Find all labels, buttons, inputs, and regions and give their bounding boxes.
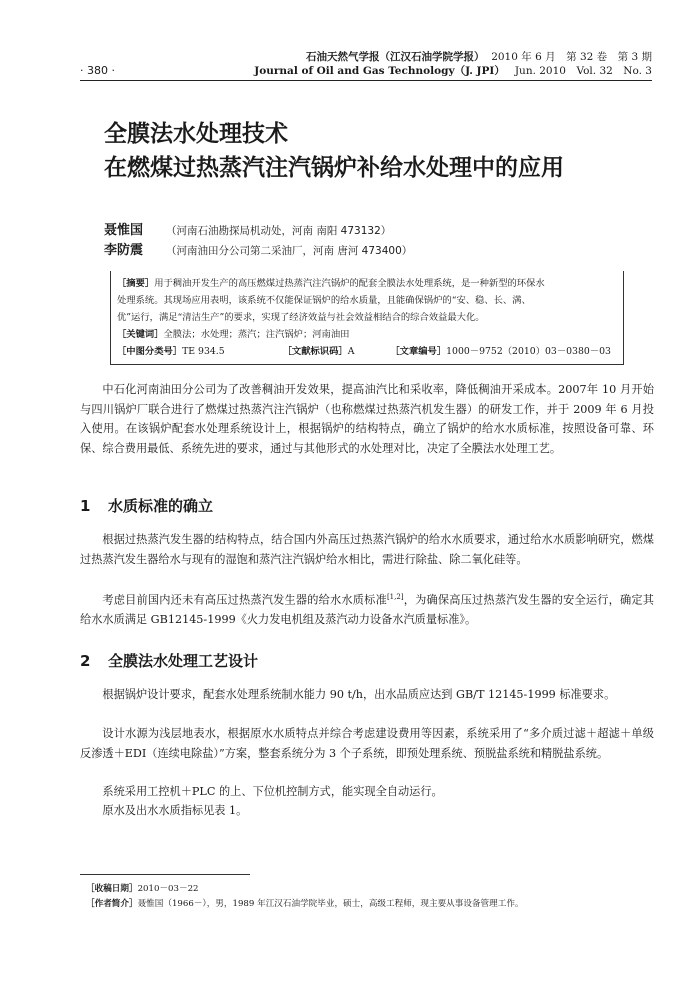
author-name: 聂惟国 (104, 223, 144, 238)
section-2-paragraph-1: 根据锅炉设计要求，配套水处理系统制水能力 90 t/h，出水品质应达到 GB/T 12145-1999 标准要求。 (102, 688, 616, 701)
doc-code-label: ［文献标识码］ (282, 346, 348, 357)
section-1-paragraph-1: 根据过热蒸汽发生器的结构特点，结合国内外高压过热蒸汽锅炉的给水水质要求，通过给水水质影响研究，燃煤过热蒸汽发生器给水与现有的湿饱和蒸汽注汽锅炉给水相比，需进行除盐、除二氧化硅等。 (80, 533, 654, 566)
received-value: 2010－03－22 (137, 884, 199, 894)
journal-header (254, 50, 652, 78)
clc-label: ［中图分类号］ (117, 346, 183, 357)
citation: [1,2] (386, 593, 404, 601)
section-2-heading (80, 650, 258, 671)
text: ，为确保高压过热蒸汽发生器的安全运行，确定其给水水质满足 GB12145-1999《火力发电机组及蒸汽动力设备水汽质量标准》。 (80, 593, 654, 627)
author-1 (104, 219, 391, 238)
journal-name-en: Journal of Oil and Gas Technology（J. JPI） (254, 65, 505, 77)
abstract-box (110, 271, 624, 365)
clc-number: TE 934.5 (182, 346, 225, 357)
title-line-2: 在燃煤过热蒸汽注汽锅炉补给水处理中的应用 (104, 155, 564, 181)
keywords-label: ［关键词］ (117, 329, 164, 340)
abstract-line-2: 处理系统。其现场应用表明，该系统不仅能保证锅炉的给水质量，且能确保锅炉的“安、稳、长、满、 (117, 295, 531, 306)
keywords: 全膜法；水处理；蒸汽；注汽锅炉；河南油田 (163, 329, 350, 340)
page-number: · 380 · (80, 64, 115, 77)
footnote-rule (80, 874, 250, 875)
section-1-heading (80, 495, 213, 516)
section-number: 1 (80, 497, 91, 515)
section-title: 水质标准的确立 (108, 497, 214, 515)
author-affiliation: （河南石油勘探局机动处，河南 南阳 473132） (166, 225, 392, 237)
issue-en: Jun. 2010 Vol. 32 No. 3 (514, 65, 652, 77)
section-title: 全膜法水处理工艺设计 (108, 652, 259, 670)
doc-code: A (347, 346, 355, 357)
title-line-1: 全膜法水处理技术 (104, 121, 288, 147)
abstract-bottom-rule (111, 364, 623, 365)
article-number: 1000－9752（2010）03－0380－03 (446, 346, 611, 357)
abstract-label: ［摘要］ (117, 278, 155, 289)
intro-paragraph: 中石化河南油田分公司为了改善稠油开发效果，提高油汽比和采收率，降低稠油开采成本。2007年 10 月开始与四川锅炉厂联合进行了燃煤过热蒸汽注汽锅炉（也称燃煤过热蒸汽机发生器）的研发工作，并于 2009 年 6 月投入使用。在该锅炉配套水处理系统设计上，根据锅炉的结构特点，确立了锅炉的给水水质标准，按照设备可靠、环保、综合费用最低、系统先进的要求，通过与其他形式的水处理对比，决定了全膜法水处理工艺。 (80, 383, 654, 455)
section-2-paragraph-2: 设计水源为浅层地表水，根据原水水质特点并综合考虑建设费用等因素，系统采用了“多介质过滤＋超滤＋单级反渗透＋EDI（连续电除盐）”方案，整套系统分为 3 个子系统，即预处理系统、预脱盐系统和精脱盐系统。 (80, 727, 654, 760)
section-2-paragraph-3: 系统采用工控机＋PLC 的上、下位机控制方式，能实现全自动运行。 (102, 785, 443, 798)
received-label: ［收稿日期］ (86, 884, 138, 894)
section-number: 2 (80, 652, 91, 670)
issue-cn: 2010 年 6 月 第 32 卷 第 3 期 (491, 51, 652, 63)
text: 考虑目前国内还未有高压过热蒸汽发生器的给水水质标准 (102, 593, 387, 607)
abstract-line-1: 用于稠油开发生产的高压燃煤过热蒸汽注汽锅炉的配套全膜法水处理系统，是一种新型的环保水 (154, 278, 545, 289)
section-1-paragraph-2 (80, 588, 654, 630)
abstract-line-3: 优”运行，满足“清洁生产”的要求，实现了经济效益与社会效益相结合的综合效益最大化。 (117, 312, 485, 323)
section-2-paragraph-4: 原水及出水水质指标见表 1。 (102, 804, 248, 817)
article-number-label: ［文章编号］ (390, 346, 447, 357)
received-date (86, 882, 199, 894)
author-bio-label: ［作者简介］ (86, 899, 138, 909)
author-bio (86, 897, 524, 909)
author-bio-text: 聂惟国（1966－），男，1989 年江汉石油学院毕业，硕士，高级工程师，现主要从事设备管理工作。 (137, 899, 524, 909)
paper-title (104, 117, 664, 185)
header-rule (80, 80, 652, 81)
journal-name-cn: 石油天然气学报（江汉石油学院学报） (306, 51, 485, 63)
author-affiliation: （河南油田分公司第二采油厂，河南 唐河 473400） (166, 245, 413, 257)
author-2 (104, 239, 412, 258)
author-name: 李防震 (104, 243, 144, 258)
